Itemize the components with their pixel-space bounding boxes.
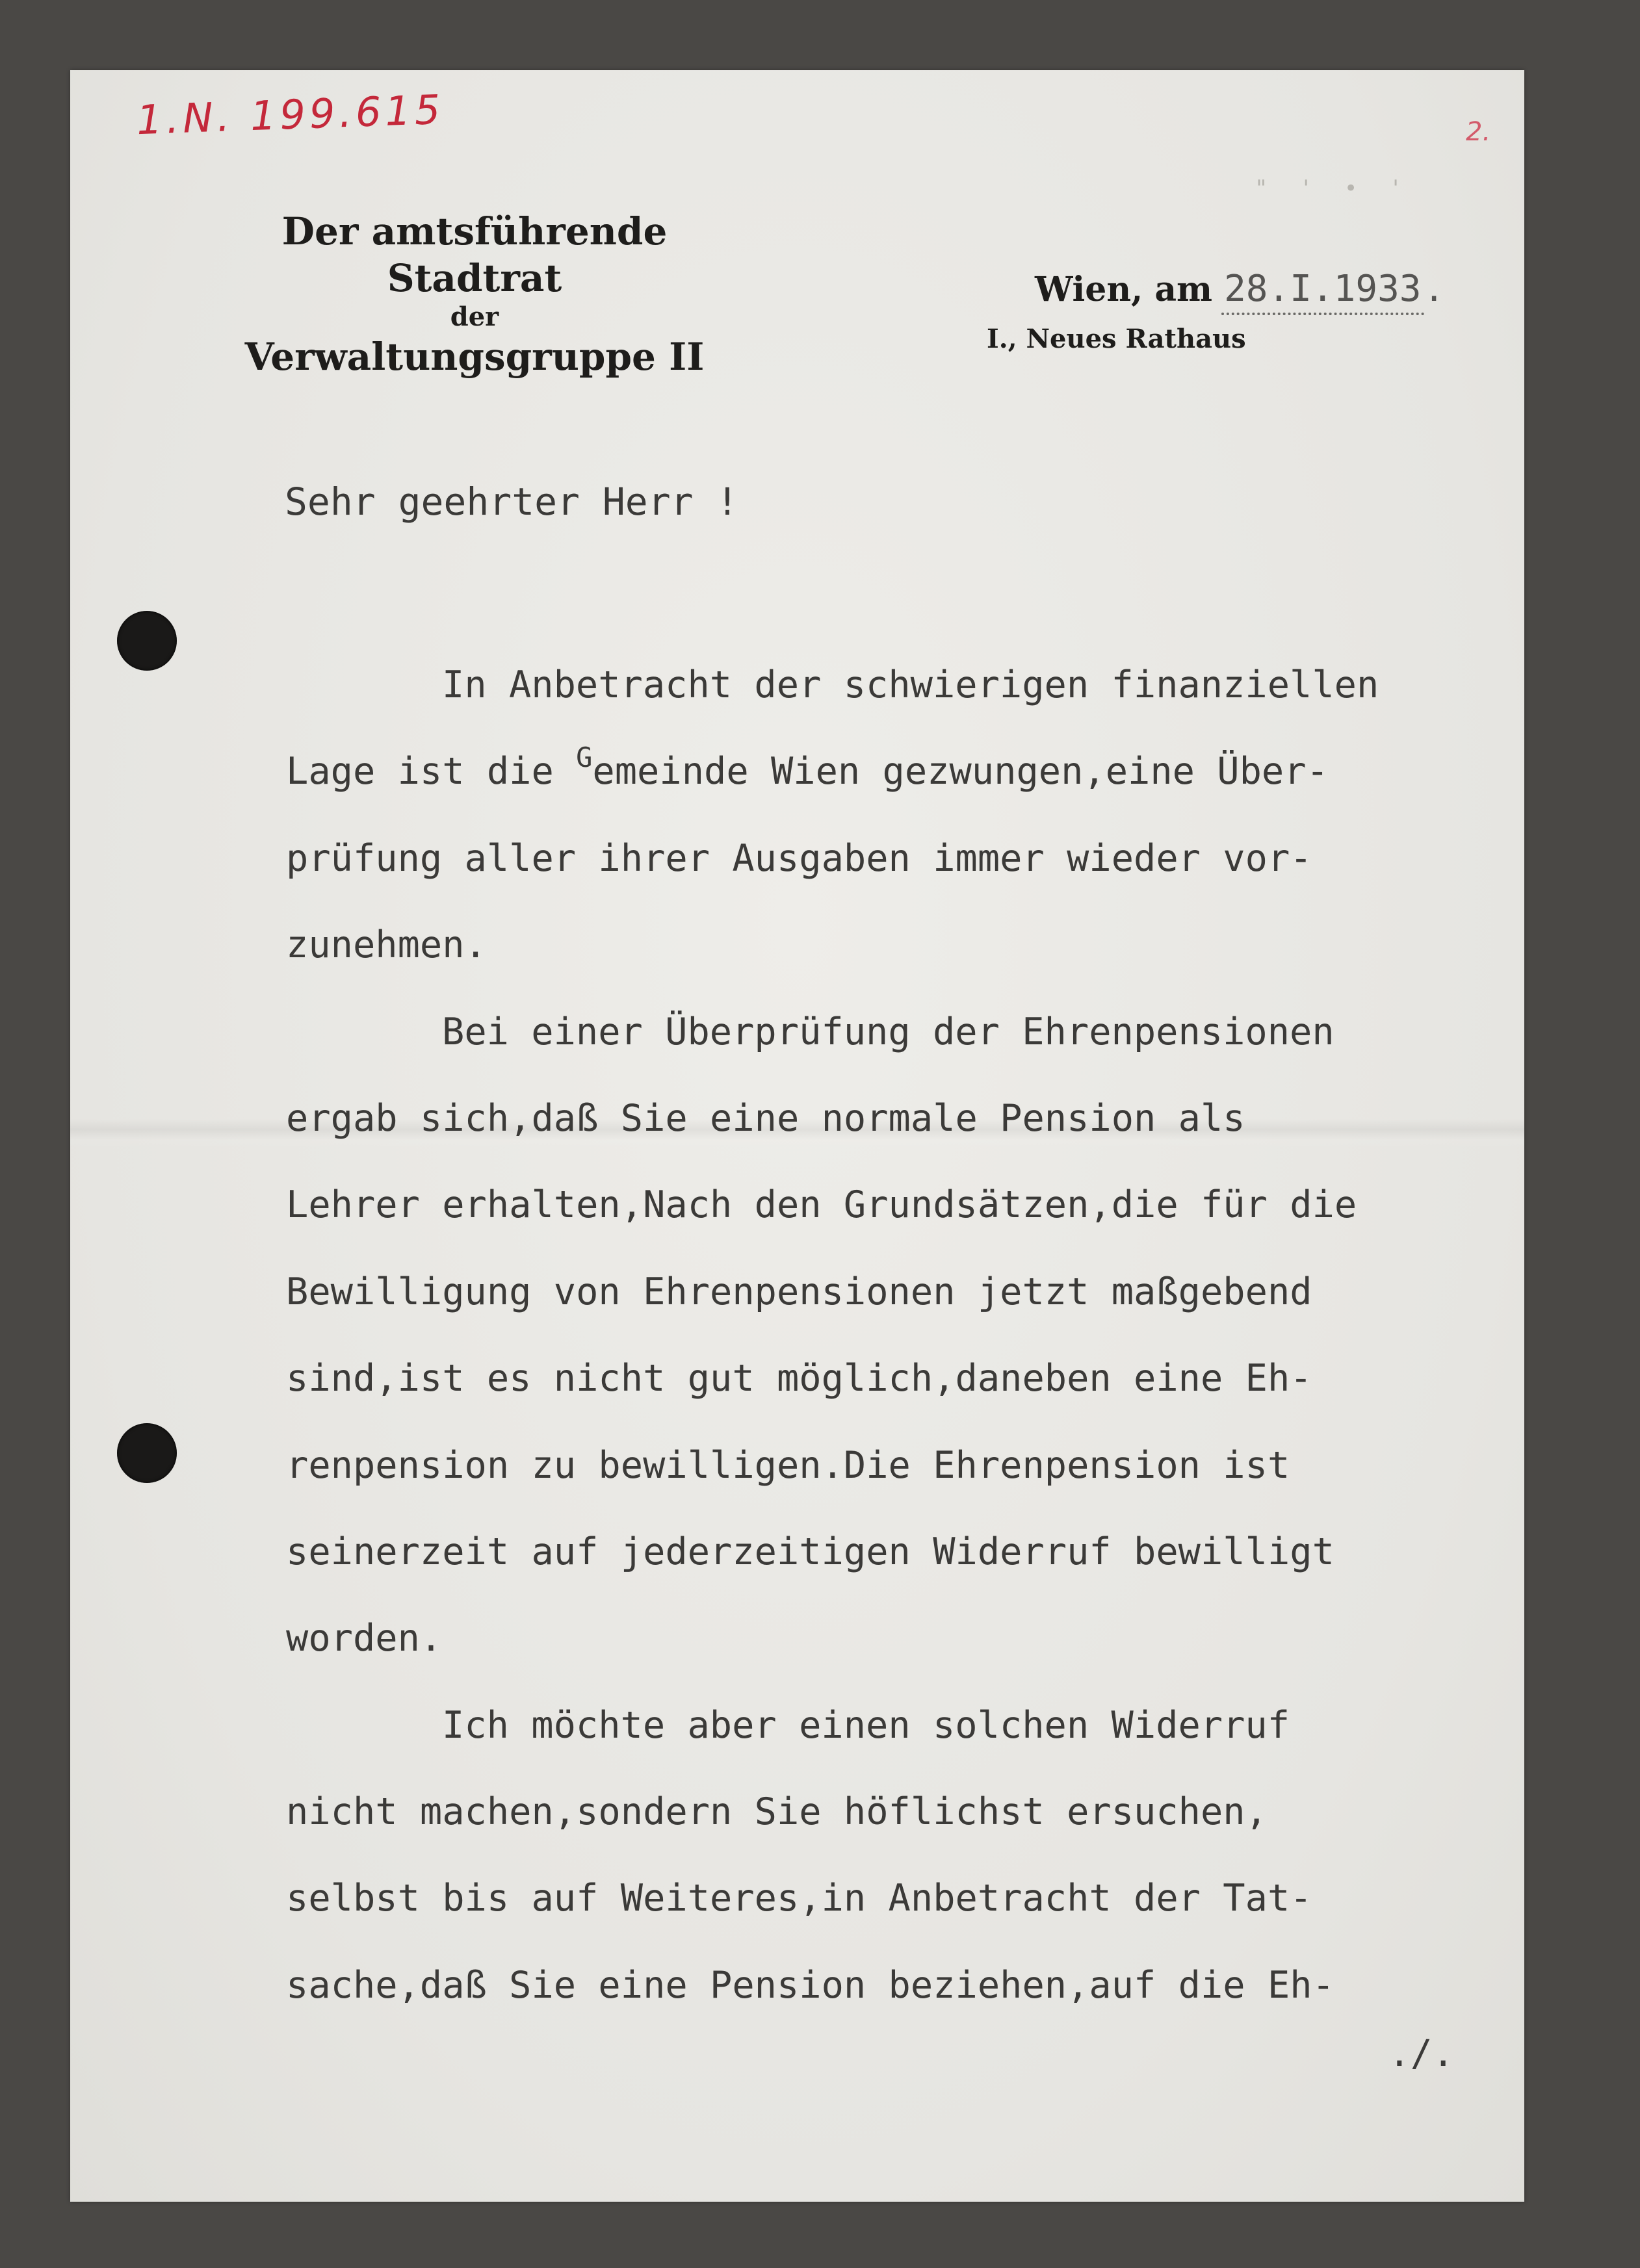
continuation-mark: ./.: [1388, 2033, 1455, 2075]
body-line: sache,daß Sie eine Pension beziehen,auf die Eh-: [286, 1963, 1334, 2007]
letterhead-sender: [195, 208, 754, 381]
body-line: Bei einer Überprüfung der Ehrenpensionen: [442, 1010, 1334, 1053]
raised-correction-letter: G: [576, 741, 593, 774]
body-line: worden.: [286, 1617, 443, 1660]
body-line: Lehrer erhalten,Nach den Grundsätzen,die für die: [286, 1183, 1357, 1227]
sender-address: I., Neues Rathaus: [987, 324, 1246, 354]
body-line-part: Lage ist die: [286, 750, 577, 793]
body-line: [286, 728, 1547, 815]
place-label: Wien, am: [1035, 270, 1213, 309]
body-line: renpension zu bewilligen.Die Ehrenpension ist: [286, 1443, 1290, 1487]
body-line: Ich möchte aber einen solchen Widerruf: [442, 1703, 1290, 1747]
letterhead-line-group: Verwaltungsgruppe II: [244, 335, 705, 379]
letter-body: [286, 642, 1547, 2029]
letterhead-line-title: Der amtsführende Stadtrat: [281, 209, 668, 300]
place-and-date: [1035, 268, 1444, 315]
letterhead-line-der: der: [450, 302, 499, 332]
body-line: In Anbetracht der schwierigen finanziellen: [442, 664, 1379, 706]
body-line: prüfung aller ihrer Ausgaben immer wieder vor-: [286, 836, 1312, 880]
salutation: Sehr geehrter Herr !: [285, 480, 739, 524]
body-line: ergab sich,daß Sie eine normale Pension als: [286, 1096, 1245, 1140]
punch-hole-bottom: [117, 1423, 177, 1483]
date-end-dot: .: [1424, 270, 1444, 309]
faint-stamp-mark: " ' • ': [1255, 175, 1412, 201]
body-line: zunehmen.: [286, 923, 487, 967]
archive-number-annotation: 1.N. 199.615: [135, 85, 445, 144]
body-line: seinerzeit auf jederzeitigen Widerruf bewilligt: [286, 1530, 1334, 1573]
body-line: selbst bis auf Weiteres,in Anbetracht der Tat-: [286, 1877, 1312, 1920]
page-number-annotation: 2.: [1466, 117, 1491, 147]
body-line: sind,ist es nicht gut möglich,daneben eine Eh-: [286, 1357, 1312, 1400]
letter-date: 28.I.1933: [1221, 268, 1424, 315]
body-line-part: emeinde Wien gezwungen,eine Über-: [592, 750, 1329, 793]
body-line: Bewilligung von Ehrenpensionen jetzt maßgebend: [286, 1270, 1312, 1313]
body-line: nicht machen,sondern Sie höflichst ersuchen,: [286, 1790, 1268, 1834]
punch-hole-top: [117, 611, 177, 671]
